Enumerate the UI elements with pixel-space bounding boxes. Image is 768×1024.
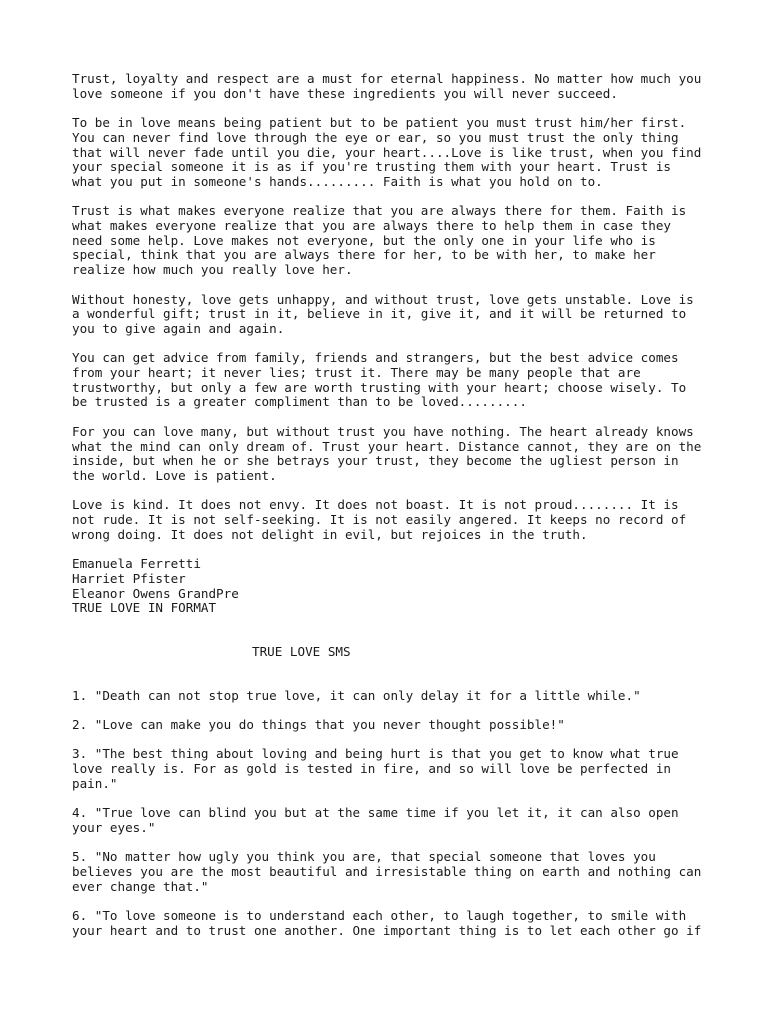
sms-item (72, 747, 712, 791)
sms-item-line: love really is. For as gold is tested in fire, and so will love be perfected in (72, 761, 671, 777)
sms-item (72, 718, 712, 733)
signature-block (72, 557, 712, 616)
sms-item (72, 689, 712, 704)
paragraph-line: Love is kind. It does not envy. It does not boast. It is not proud........ It is (72, 497, 679, 513)
paragraph-line: Without honesty, love gets unhappy, and without trust, love gets unstable. Love is (72, 291, 694, 307)
paragraph-line: Trust, loyalty and respect are a must for eternal happiness. No matter how much you (72, 71, 702, 86)
paragraph-line: a wonderful gift; trust in it, believe in it, give it, and it will be returned to (72, 306, 687, 322)
paragraph-line: what you put in someone's hands......... Faith is what you hold on to. (72, 173, 603, 189)
paragraph-line: not rude. It is not self-seeking. It is not easily angered. It keeps no record of (72, 512, 687, 527)
paragraph-line: wrong doing. It does not delight in evil, but rejoices in the truth. (72, 526, 588, 542)
paragraph-line: your special someone it is as if you're trusting them with your heart. Trust is (72, 159, 671, 175)
sms-item (72, 909, 712, 938)
paragraph-line: need some help. Love makes not everyone, but the only one in your life who is (72, 232, 656, 248)
sms-list (72, 689, 712, 939)
paragraph (72, 72, 712, 101)
sms-item-line: 6. "To love someone is to understand each other, to laugh together, to smile with (72, 908, 687, 924)
paragraph (72, 116, 712, 190)
paragraph-line: To be in love means being patient but to be patient you must trust him/her first. (72, 115, 687, 131)
sms-heading: TRUE LOVE SMS (252, 643, 351, 659)
sms-item-line: your heart and to trust one another. One important thing is to let each other go if (72, 922, 702, 938)
paragraph-line: Trust is what makes everyone realize that you are always there for them. Faith is (72, 203, 687, 219)
paragraph-line: realize how much you really love her. (72, 262, 353, 278)
paragraph-line: what makes everyone realize that you are always there to help them in case they (72, 218, 671, 233)
sms-item-line: believes you are the most beautiful and irresistable thing on earth and nothing can (72, 863, 702, 879)
paragraph-line: For you can love many, but without trust you have nothing. The heart already knows (72, 423, 694, 439)
paragraph-line: what the mind can only dream of. Trust your heart. Distance cannot, they are on the (72, 438, 702, 454)
paragraph-line: inside, but when he or she betrays your trust, they become the ugliest person in (72, 453, 679, 469)
sms-item-line: 1. "Death can not stop true love, it can only delay it for a little while." (72, 687, 641, 703)
sms-item-line: ever change that." (72, 878, 209, 894)
paragraph (72, 498, 712, 542)
document-page (72, 72, 712, 953)
paragraph (72, 351, 712, 410)
sms-item-line: 4. "True love can blind you but at the same time if you let it, it can also open (72, 805, 679, 821)
paragraph (72, 425, 712, 484)
signature-line: Harriet Pfister (72, 570, 186, 586)
paragraph-line: that will never fade until you die, your heart....Love is like trust, when you find (72, 144, 702, 160)
paragraph-line: special, think that you are always there for her, to be with her, to make her (72, 247, 656, 263)
signature-line: TRUE LOVE IN FORMAT (72, 600, 217, 616)
signature-line: Eleanor Owens GrandPre (72, 585, 239, 601)
paragraph-line: be trusted is a greater compliment than to be loved......... (72, 394, 527, 410)
sms-item-line: 2. "Love can make you do things that you never thought possible!" (72, 717, 565, 732)
body-paragraphs (72, 72, 712, 542)
sms-item (72, 806, 712, 835)
paragraph (72, 293, 712, 337)
paragraph-line: from your heart; it never lies; trust it. There may be many people that are (72, 365, 641, 380)
paragraph-line: You can never find love through the eye or ear, so you must trust the only thing (72, 129, 679, 145)
paragraph (72, 204, 712, 278)
paragraph-line: trustworthy, but only a few are worth trusting with your heart; choose wisely. To (72, 379, 687, 395)
paragraph-line: You can get advice from family, friends and strangers, but the best advice comes (72, 350, 679, 366)
sms-item-line: pain." (72, 775, 118, 791)
sms-item-line: 5. "No matter how ugly you think you are, that special someone that loves you (72, 849, 656, 865)
paragraph-line: you to give again and again. (72, 320, 285, 336)
paragraph-line: the world. Love is patient. (72, 467, 277, 483)
signature-line: Emanuela Ferretti (72, 556, 201, 572)
paragraph-line: love someone if you don't have these ingredients you will never succeed. (72, 85, 618, 101)
sms-item-line: your eyes." (72, 819, 156, 835)
sms-item (72, 850, 712, 894)
sms-item-line: 3. "The best thing about loving and being hurt is that you get to know what true (72, 746, 679, 762)
